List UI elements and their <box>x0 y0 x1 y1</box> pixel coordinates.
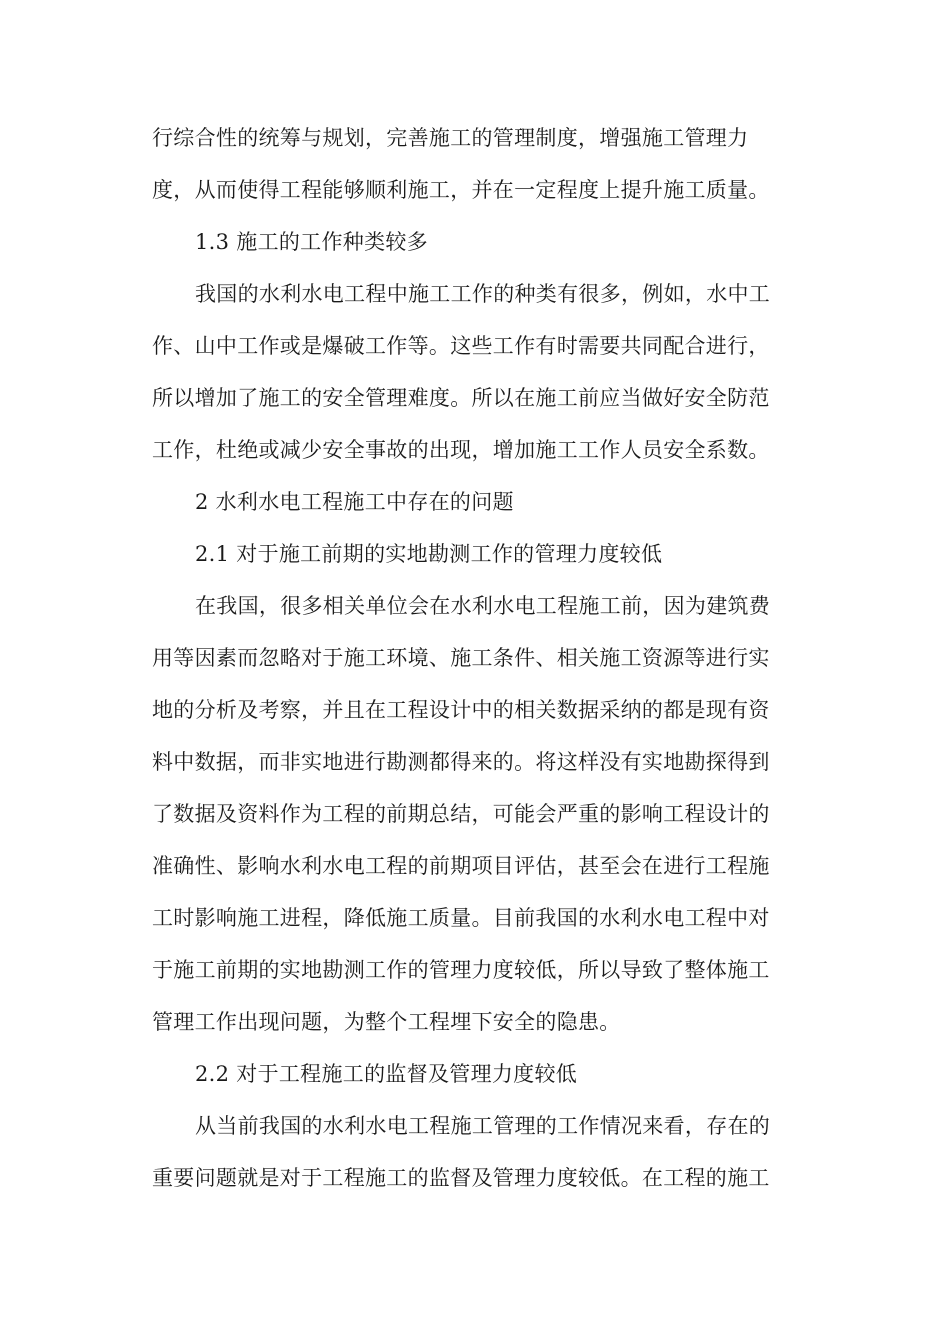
section-heading-1-3: 1.3 施工的工作种类较多 <box>195 230 428 254</box>
text-line: 重要问题就是对于工程施工的监督及管理力度较低。在工程的施工 <box>152 1166 770 1190</box>
section-heading-2: 2 水利水电工程施工中存在的问题 <box>195 490 514 514</box>
text-line: 行综合性的统筹与规划，完善施工的管理制度，增强施工管理力 <box>152 126 749 150</box>
text-line: 地的分析及考察，并且在工程设计中的相关数据采纳的都是现有资 <box>152 698 770 722</box>
text-line: 管理工作出现问题，为整个工程埋下安全的隐患。 <box>152 1010 621 1034</box>
text-line: 于施工前期的实地勘测工作的管理力度较低，所以导致了整体施工 <box>152 958 770 982</box>
text-line: 料中数据，而非实地进行勘测都得来的。将这样没有实地勘探得到 <box>152 750 770 774</box>
text-line: 度，从而使得工程能够顺利施工，并在一定程度上提升施工质量。 <box>152 178 770 202</box>
section-heading-2-1: 2.1 对于施工前期的实地勘测工作的管理力度较低 <box>195 542 663 566</box>
text-line: 工作，杜绝或减少安全事故的出现，增加施工工作人员安全系数。 <box>152 438 770 462</box>
text-line: 工时影响施工进程，降低施工质量。目前我国的水利水电工程中对 <box>152 906 770 930</box>
text-line: 用等因素而忽略对于施工环境、施工条件、相关施工资源等进行实 <box>152 646 770 670</box>
text-line: 我国的水利水电工程中施工工作的种类有很多，例如，水中工 <box>195 282 771 306</box>
section-heading-2-2: 2.2 对于工程施工的监督及管理力度较低 <box>195 1062 578 1086</box>
text-line: 在我国，很多相关单位会在水利水电工程施工前，因为建筑费 <box>195 594 771 618</box>
text-line: 作、山中工作或是爆破工作等。这些工作有时需要共同配合进行， <box>152 334 770 358</box>
text-line: 从当前我国的水利水电工程施工管理的工作情况来看，存在的 <box>195 1114 771 1138</box>
text-line: 了数据及资料作为工程的前期总结，可能会严重的影响工程设计的 <box>152 802 770 826</box>
document-page <box>152 112 812 1204</box>
text-line: 所以增加了施工的安全管理难度。所以在施工前应当做好安全防范 <box>152 386 770 410</box>
text-line: 准确性、影响水利水电工程的前期项目评估，甚至会在进行工程施 <box>152 854 770 878</box>
